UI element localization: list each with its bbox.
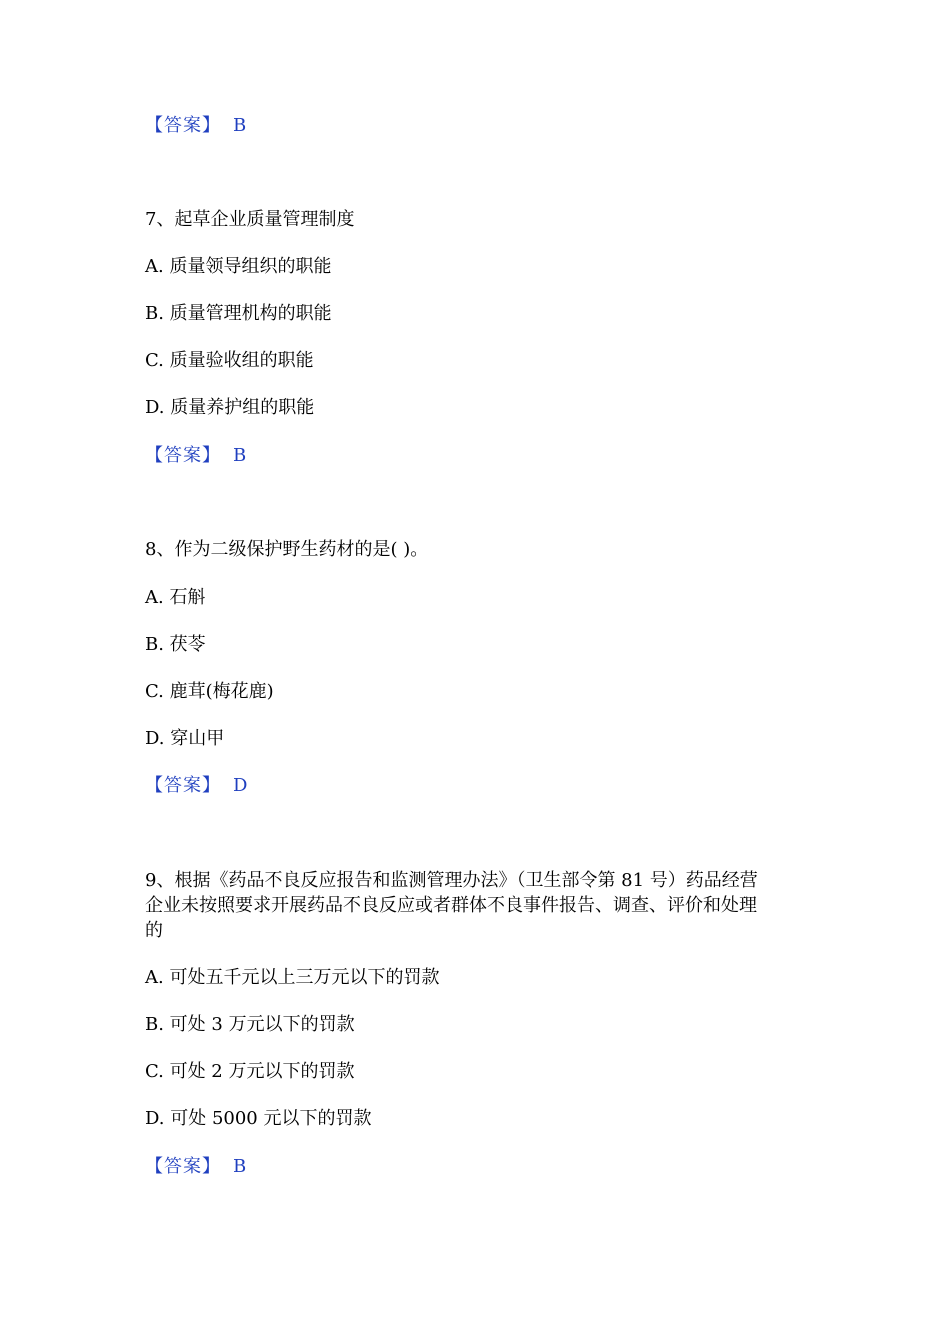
answer-value: B [233,445,247,466]
answer-label: 【答案】 [145,775,221,796]
question-9-option-a: A. 可处五千元以上三万元以下的罚款 [145,967,440,988]
question-7-option-d: D. 质量养护组的职能 [145,397,315,418]
answer-label: 【答案】 [145,115,221,136]
answer-label: 【答案】 [145,1156,221,1177]
question-7-option-b: B. 质量管理机构的职能 [145,303,332,324]
question-9-option-c: C. 可处 2 万元以下的罚款 [145,1061,355,1082]
answer-line-q8 [145,774,247,798]
question-8-option-d: D. 穿山甲 [145,728,225,749]
question-8-option-a: A. 石斛 [145,587,206,608]
answer-label: 【答案】 [145,445,221,466]
question-9-stem-line-3: 的 [145,920,163,941]
question-9-option-b: B. 可处 3 万元以下的罚款 [145,1014,355,1035]
question-7-stem: 7、起草企业质量管理制度 [145,209,355,230]
question-7-option-a: A. 质量领导组织的职能 [145,256,332,277]
question-9-stem-line-1: 9、根据《药品不良反应报告和监测管理办法》（卫生部令第 81 号）药品经营 [145,870,758,891]
answer-line-q7 [145,444,246,468]
question-8-option-b: B. 茯苓 [145,634,206,655]
answer-value: B [233,115,247,136]
question-9-stem-line-2: 企业未按照要求开展药品不良反应或者群体不良事件报告、调查、评价和处理 [145,895,757,916]
answer-value: D [233,775,248,796]
question-7-option-c: C. 质量验收组的职能 [145,350,314,371]
answer-line-q6 [145,114,246,138]
question-9-option-d: D. 可处 5000 元以下的罚款 [145,1108,372,1129]
answer-line-q9 [145,1155,246,1179]
answer-value: B [233,1156,247,1177]
question-8-stem: 8、作为二级保护野生药材的是( )。 [145,539,429,560]
question-8-option-c: C. 鹿茸(梅花鹿) [145,681,274,702]
